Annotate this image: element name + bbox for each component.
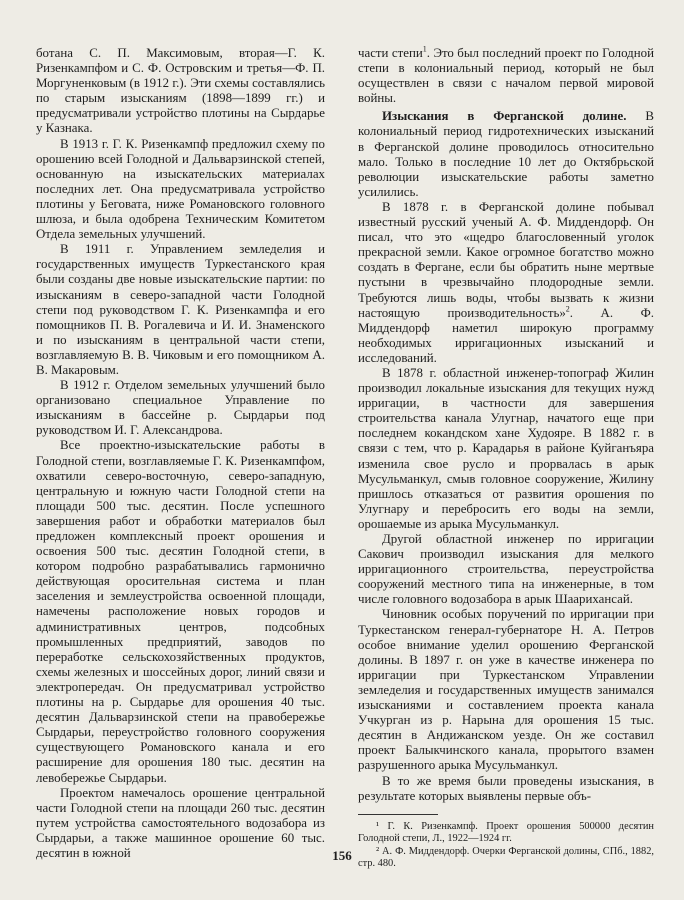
page-number: 156 (332, 848, 352, 863)
text-run: части степи (358, 46, 423, 60)
footnote-divider (358, 814, 438, 815)
paragraph: В 1912 г. Отделом земельных улучшений было организовано специальное Управление по изысканиям в бассейне р. Сырдарьи под руководством И. Г. Александрова. (36, 378, 325, 438)
footnote-ref: 1 (422, 44, 427, 54)
text-run: В колониальный период гидротехнических изысканий в Ферганской долине проводилось относительно мало. Только в последние 10 лет до Октябрьской революции изыскательские работы заметно усилились. (358, 109, 654, 199)
paragraph: ботана С. П. Максимовым, вторая—Г. К. Ризенкампфом и С. Ф. Островским и третья—Ф. П. Моргуненковым (в 1912 г.). Эти схемы составлялись по старым изысканиям (1898—1899 гг.) и предусматривали устройство плотины на Сырдарье у Казнака. (36, 46, 325, 136)
paragraph: Чиновник особых поручений по ирригации при Туркестанском генерал-губернаторе Н. А. Петров особое внимание уделил орошению Ферганской долины. В 1897 г. он уже в качестве инженера по ирригации при Туркестанском Управлении земледелия и государственных имуществ занимался изысканиями и составлением проекта канала Учкурган из р. Нарына для орошения 15 тыс. десятин в Андижанском уезде. Он же составил проект Балыкчинского канала, прорытого взамен разрушенного арыка Мусульманкул. (358, 607, 654, 773)
paragraph: В то же время были проведены изыскания, в результате которых выявлены первые объ- (358, 773, 654, 803)
left-column (36, 46, 325, 861)
paragraph: Проектом намечалось орошение центральной части Голодной степи на площади 260 тыс. десятин путем устройства самостоятельного водозабора из Сырдарьи, а также машинное орошение 60 тыс. десятин в южной (36, 785, 325, 860)
right-column (358, 46, 654, 870)
section-paragraph (358, 109, 654, 200)
text-run: . А. Ф. Миддендорф наметил широкую программу необходимых ирригационных изысканий и исследований. (358, 305, 654, 365)
paragraph (358, 200, 654, 366)
paragraph: В 1878 г. областной инженер-топограф Жилин производил локальные изыскания для текущих нужд ирригации, в частности для завершения строительства канала Улугнар, начатого еще при последнем кокандском хане Худояре. В 1882 г. в связи с тем, что р. Карадарья в районе Куйганъяра изменила свое русло и прорвалась в арык Мусульманкул, смыв головное сооружение, Жилину пришлось отказаться от развития орошения по Улугнару и перебросить его воды на земли, орошаемые из арыка Мусульманкул. (358, 365, 654, 531)
paragraph (358, 46, 654, 106)
section-heading: Изыскания в Ферганской долине. (382, 109, 627, 124)
footnote-ref: 2 (565, 304, 570, 314)
footnote: ² А. Ф. Миддендорф. Очерки Ферганской долины, СПб., 1882, стр. 480. (358, 845, 654, 869)
paragraph: Другой областной инженер по ирригации Сакович производил изыскания для мелкого ирригационного строительства, переустройства сооружений местного типа на инженерные, в том числе головного водозабора в арык Шаарихансай. (358, 532, 654, 607)
paragraph: В 1913 г. Г. К. Ризенкампф предложил схему по орошению всей Голодной и Дальварзинской степей, основанную на изыскательских материалах последних лет. Она предусматривала устройство плотины у Беговата, ниже Романовского головного шлюза, и была одобрена Техническим Комитетом Отдела земельных улучшений. (36, 136, 325, 242)
text-run: . Это был последний проект по Голодной степи в колониальный период, который не был осуществлен в связи с началом первой мировой войны. (358, 46, 654, 106)
text-run: В 1878 г. в Ферганской долине побывал известный русский ученый А. Ф. Миддендорф. Он писал, что это «щедро благословенный уголок прекрасной земли. Какое огромное богатство можно создать в Фергане, если бы обратить ныне мертвые пустыни в чрезвычайно плодородные земли. Требуются лишь воды, чтобы вызвать к жизни настоящую производительность» (358, 199, 654, 320)
paragraph: Все проектно-изыскательские работы в Голодной степи, возглавляемые Г. К. Ризенкампфом, охватили северо-восточную, северо-западную, центральную и южную части Голодной степи на площади 500 тыс. десятин. После успешного завершения работ и обработки материалов был предложен комплексный проект орошения и освоения 500 тыс. десятин Голодной степи, в котором подробно разрабатывались гармонично действующая оросительная система и план заселения и землеустройства освоенной площади, намечены расположение новых городов и административных центров, подсобных промышленных предприятий, заводов по переработке сельскохозяйственных продуктов, схемы железных и шоссейных дорог, линий связи и электропередач. Он предусматривал устройство плотины на р. Сырдарье для орошения 40 тыс. десятин Дальварзинской степи на правобережье Сырдарьи, переустройство головного сооружения существующего Романовского канала и его расширение для орошения 180 тыс. десятин на левобережье Сырдарьи. (36, 438, 325, 785)
paragraph: В 1911 г. Управлением земледелия и государственных имуществ Туркестанского края были созданы две новые изыскательские партии: по изысканиям в северо-западной части Голодной степи под руководством Г. К. Ризенкампфа и его помощников П. В. Рогалевича и И. И. Знаменского и по изысканиям в центральной части степи, возглавляемую В. В. Чиковым и его помощником А. В. Макаровым. (36, 242, 325, 377)
footnote: ¹ Г. К. Ризенкампф. Проект орошения 500000 десятин Голодной степи, Л., 1922—1924 гг. (358, 820, 654, 845)
